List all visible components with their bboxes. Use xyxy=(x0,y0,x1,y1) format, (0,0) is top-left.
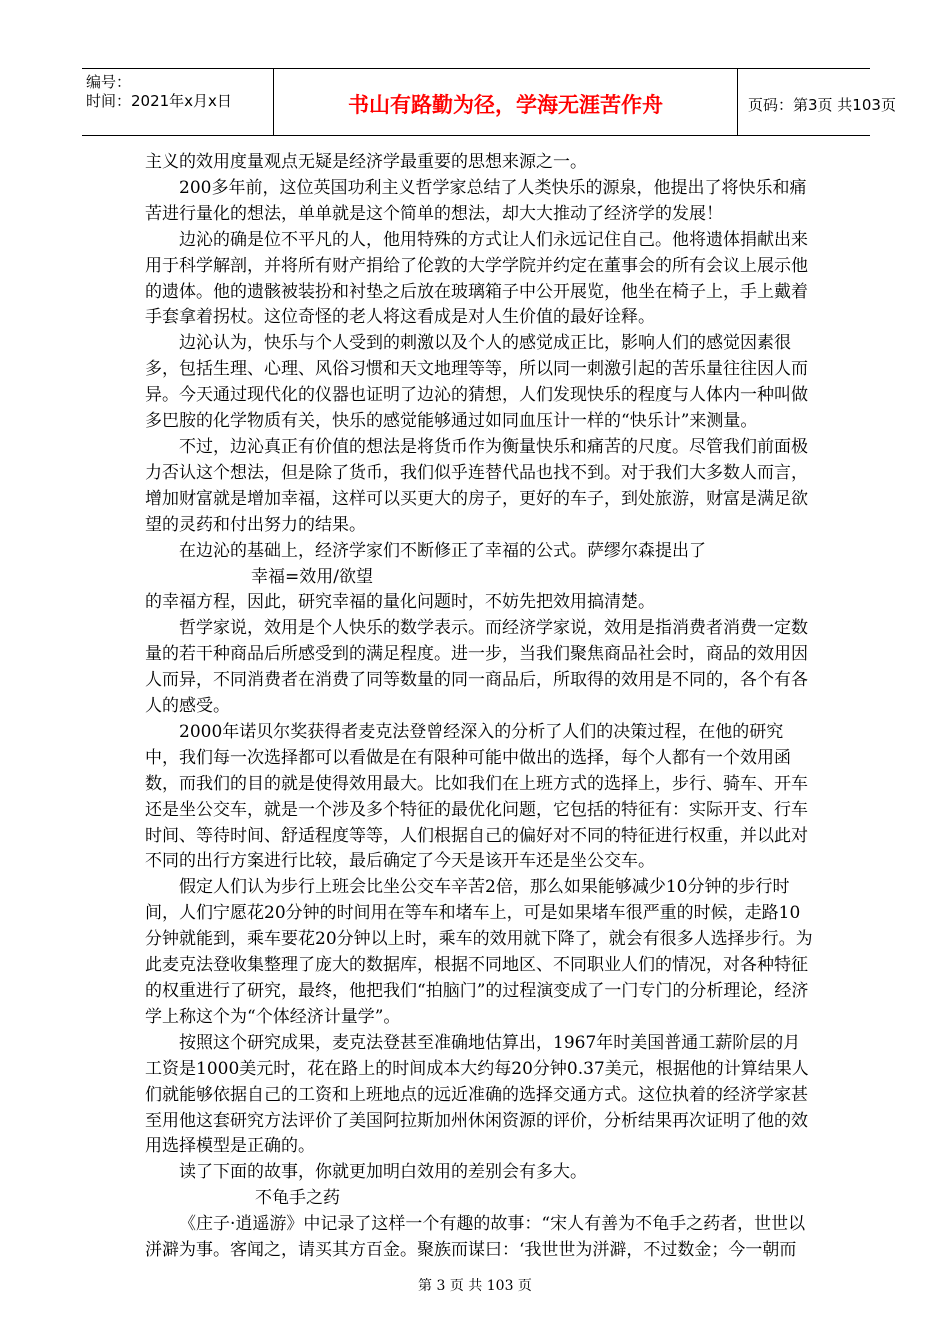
document-body xyxy=(145,150,815,1264)
paragraph: 读了下面的故事，你就更加明白效用的差别会有多大。 xyxy=(179,1162,587,1183)
date-label: 时间：2021年x月x日 xyxy=(86,92,232,110)
page-header xyxy=(82,68,896,136)
paragraph: 边沁认为，快乐与个人受到的刺激以及个人的感觉成正比，影响人们的感觉因素很多，包括生理、心理、风俗习惯和天文地理等等，所以同一刺激引起的苦乐量往往因人而异。今天通过现代化的仪器也证明了边沁的猜想，人们发现快乐的程度与人体内一种叫做多巴胺的化学物质有关，快乐的感觉能够通过如同血压计一样的“快乐计”来测量。 xyxy=(145,333,808,432)
paragraph: 边沁的确是位不平凡的人，他用特殊的方式让人们永远记住自己。他将遗体捐献出来用于科学解剖，并将所有财产捐给了伦敦的大学学院并约定在董事会的所有会议上展示他的遗体。他的遗骸被装扮和衬垫之后放在玻璃箱子中公开展览，他坐在椅子上，手上戴着手套拿着拐杖。这位奇怪的老人将这看成是对人生价值的最好诠释。 xyxy=(145,229,808,328)
paragraph: 不过，边沁真正有价值的想法是将货币作为衡量快乐和痛苦的尺度。尽管我们前面极力否认这个想法，但是除了货币，我们似乎连替代品也找不到。对于我们大多数人而言，增加财富就是增加幸福，这样可以买更大的房子，更好的车子，到处旅游，财富是满足欲望的灵药和付出努力的结果。 xyxy=(145,436,808,535)
paragraph: 按照这个研究成果，麦克法登甚至准确地估算出，1967年时美国普通工薪阶层的月工资是1000美元时，花在路上的时间成本大约每20分钟0.37美元，根据他的计算结果人们就能够依据自己的工资和上班地点的远近准确的选择交通方式。这位执着的经济学家甚至用他这套研究方法评价了美国阿拉斯加州休闲资源的评价，分析结果再次证明了他的效用选择模型是正确的。 xyxy=(145,1032,809,1157)
paragraph: 假定人们认为步行上班会比坐公交车辛苦2倍，那么如果能够减少10分钟的步行时间，人们宁愿花20分钟的时间用在等车和堵车上，可是如果堵车很严重的时候，走路10分钟就能到，乘车要花20分钟以上时，乘车的效用就下降了，就会有很多人选择步行。为此麦克法登收集整理了庞大的数据库，根据不同地区、不同职业人们的情况，对各种特征的权重进行了研究，最终，他把我们“拍脑门”的过程演变成了一门专门的分析理论，经济学上称这个为“个体经济计量学”。 xyxy=(145,877,813,1027)
serial-label: 编号： xyxy=(86,73,132,91)
formula: 幸福=效用/欲望 xyxy=(251,566,373,587)
header-page-label: 页码：第3页 共103页 xyxy=(748,95,896,114)
paragraph: 在边沁的基础上，经济学家们不断修正了幸福的公式。萨缪尔森提出了 xyxy=(179,540,706,561)
paragraph: 《庄子·逍遥游》中记录了这样一个有趣的故事：“宋人有善为不龟手之药者，世世以洴澼为事。客闻之，请买其方百金。聚族而谋曰：‘我世世为洴澼，不过数金；今一朝而 xyxy=(145,1214,806,1261)
paragraph: 的幸福方程，因此，研究幸福的量化问题时，不妨先把效用搞清楚。 xyxy=(145,592,655,613)
paragraph: 200多年前，这位英国功利主义哲学家总结了人类快乐的源泉，他提出了将快乐和痛苦进行量化的想法，单单就是这个简单的想法，却大大推动了经济学的发展！ xyxy=(145,177,807,224)
paragraph: 2000年诺贝尔奖获得者麦克法登曾经深入的分析了人们的决策过程，在他的研究中，我们每一次选择都可以看做是在有限种可能中做出的选择，每个人都有一个效用函数，而我们的目的就是使得效用最大。比如我们在上班方式的选择上，步行、骑车、开车还是坐公交车，就是一个涉及多个特征的最优化问题，它包括的特征有：实际开支、行车时间、等待时间、舒适程度等等，人们根据自己的偏好对不同的特征进行权重，并以此对不同的出行方案进行比较，最后确定了今天是该开车还是坐公交车。 xyxy=(145,721,808,872)
header-motto: 书山有路勤为径，学海无涯苦作舟 xyxy=(274,69,738,135)
header-meta xyxy=(82,69,274,135)
story-title: 不龟手之药 xyxy=(255,1188,340,1209)
page-footer: 第 3 页 共 103 页 xyxy=(418,1278,532,1294)
paragraph: 哲学家说，效用是个人快乐的数学表示。而经济学家说，效用是指消费者消费一定数量的若干种商品后所感受到的满足程度。进一步，当我们聚焦商品社会时，商品的效用因人而异，不同消费者在消费了同等数量的同一商品后，所取得的效用是不同的，各个有各人的感受。 xyxy=(145,618,808,717)
paragraph: 主义的效用度量观点无疑是经济学最重要的思想来源之一。 xyxy=(145,152,587,172)
